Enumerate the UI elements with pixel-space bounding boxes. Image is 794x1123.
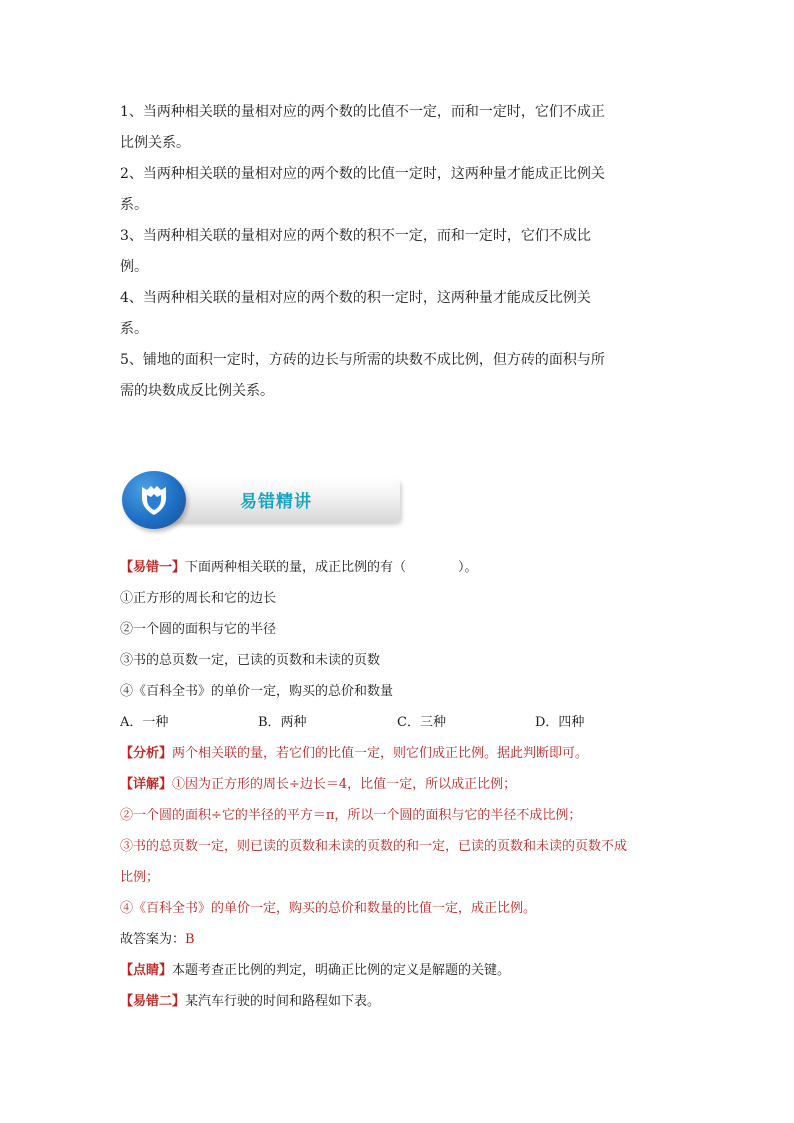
q1-analysis: [120, 742, 588, 761]
q1-item-3: ③书的总页数一定，已读的页数和未读的页数: [120, 653, 381, 668]
detail-text-1: ①因为正方形的周长÷边长＝4，比值一定，所以成正比例；: [172, 777, 517, 792]
rule-3-line-2: 例。: [120, 259, 148, 275]
q1-comment: [120, 959, 510, 978]
q1-question-line: [120, 556, 478, 575]
option-a: A．一种: [120, 715, 169, 730]
rule-3-line-1: 3、当两种相关联的量相对应的两个数的积不一定，而和一定时，它们不成比: [120, 228, 591, 244]
detail-text-5: ④《百科全书》的单价一定，购买的总价和数量的比值一定，成正比例。: [120, 901, 537, 916]
banner-title: 易错精讲: [240, 492, 312, 512]
q1-answer: [120, 928, 195, 947]
rule-4-line-1: 4、当两种相关联的量相对应的两个数的积一定时，这两种量才能成反比例关: [120, 290, 591, 306]
analysis-text: 两个相关联的量，若它们的比值一定，则它们成正比例。据此判断即可。: [172, 746, 589, 761]
q2-question-line: [120, 990, 380, 1009]
q1-item-2: ②一个圆的面积与它的半径: [120, 622, 277, 637]
q2-question: 某汽车行驶的时间和路程如下表。: [185, 994, 381, 1009]
section-banner: [118, 470, 404, 532]
rules-list: [120, 97, 680, 407]
q1-tag: 【易错一】: [120, 560, 186, 575]
answer-value: B: [185, 932, 195, 947]
detail-text-2: ②一个圆的面积÷它的半径的平方＝π，所以一个圆的面积与它的半径不成比例；: [120, 808, 582, 823]
answer-label: 故答案为：: [120, 932, 186, 947]
rule-4-line-2: 系。: [120, 321, 148, 337]
option-c: C．三种: [397, 715, 446, 730]
comment-tag: 【点睛】: [120, 963, 173, 978]
detail-text-4: 比例；: [120, 870, 160, 885]
rule-1-line-2: 比例关系。: [120, 135, 190, 151]
q1-item-1: ①正方形的周长和它的边长: [120, 591, 277, 606]
q1-question: 下面两种相关联的量，成正比例的有（ ）。: [185, 560, 478, 575]
option-b: B．两种: [258, 715, 307, 730]
q2-tag: 【易错二】: [120, 994, 186, 1009]
rule-2-line-1: 2、当两种相关联的量相对应的两个数的比值一定时，这两种量才能成正比例关: [120, 166, 605, 182]
rule-1-line-1: 1、当两种相关联的量相对应的两个数的比值不一定，而和一定时，它们不成正: [120, 104, 605, 120]
detail-tag: 【详解】: [120, 777, 173, 792]
option-d: D．四种: [535, 715, 585, 730]
banner-emblem: [122, 471, 186, 529]
comment-text: 本题考查正比例的判定，明确正比例的定义是解题的关键。: [172, 963, 511, 978]
analysis-tag: 【分析】: [120, 746, 173, 761]
q1-item-4: ④《百科全书》的单价一定，购买的总价和数量: [120, 684, 394, 699]
rule-5-line-2: 需的块数成反比例关系。: [120, 383, 274, 399]
rule-2-line-2: 系。: [120, 197, 148, 213]
rule-5-line-1: 5、铺地的面积一定时，方砖的边长与所需的块数不成比例，但方砖的面积与所: [120, 352, 605, 368]
q1-detail-first: [120, 773, 516, 792]
shield-icon: [140, 484, 168, 516]
detail-text-3: ③书的总页数一定，则已读的页数和未读的页数的和一定，已读的页数和未读的页数不成: [120, 839, 628, 854]
